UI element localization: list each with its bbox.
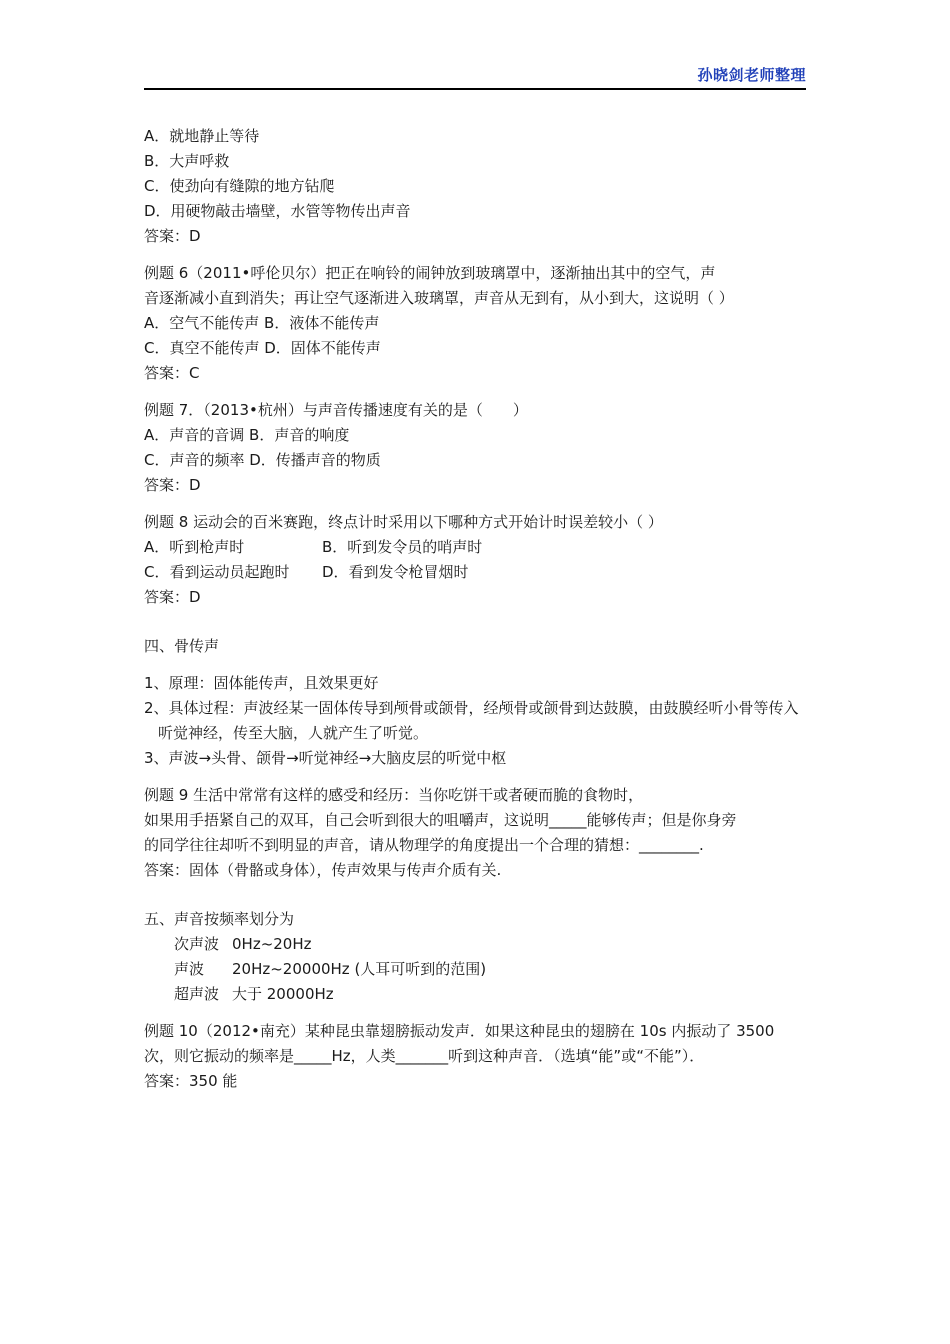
question-6-block [144, 261, 808, 386]
section-frequency [144, 907, 808, 1007]
page-header [144, 62, 806, 90]
document-body [144, 124, 808, 1094]
options-row [144, 535, 808, 560]
list-item: 1、原理：固体能传声，且效果更好 [144, 674, 379, 692]
options-row: C．真空不能传声 D．固体不能传声 [144, 339, 381, 357]
section-title: 四、骨传声 [144, 637, 220, 655]
answer: 答案：350 能 [144, 1072, 238, 1090]
question-8-block [144, 510, 808, 610]
wave-type: 次声波 [174, 935, 220, 953]
answer: 答案：D [144, 476, 201, 494]
option-d: D．用硬物敲击墙壁，水管等物传出声音 [144, 202, 411, 220]
frequency-range: 0Hz~20Hz [232, 935, 312, 953]
options-row: A．声音的音调 B．声音的响度 [144, 426, 350, 444]
answer: 答案：固体（骨骼或身体），传声效果与传声介质有关. [144, 861, 502, 879]
question-stem: 例题 9 生活中常常有这样的感受和经历：当你吃饼干或者硬而脆的食物时， [144, 786, 644, 804]
option-a: A．就地静止等待 [144, 127, 260, 145]
frequency-range: 大于 20000Hz [232, 985, 334, 1003]
question-stem-continued: 如果用手捂紧自己的双耳，自己会听到很大的咀嚼声，这说明_____能够传声；但是你身旁 [144, 811, 737, 829]
option-b: B．听到发令员的哨声时 [322, 538, 483, 556]
list-item: 3、声波→头骨、颌骨→听觉神经→大脑皮层的听觉中枢 [144, 749, 507, 767]
frequency-row [144, 957, 808, 982]
wave-type: 超声波 [174, 985, 220, 1003]
question-stem: 例题 6（2011•呼伦贝尔）把正在响铃的闹钟放到玻璃罩中，逐渐抽出其中的空气，声 [144, 264, 716, 282]
section-title: 五、声音按频率划分为 [144, 910, 295, 928]
answer: 答案：D [144, 227, 201, 245]
answer: 答案：D [144, 588, 201, 606]
option-a: A．听到枪声时 [144, 538, 245, 556]
list-item: 2、具体过程：声波经某一固体传导到颅骨或颌骨，经颅骨或颌骨到达鼓膜，由鼓膜经听小骨等传入听觉神经，传至大脑，人就产生了听觉。 [144, 699, 799, 742]
frequency-row [144, 932, 808, 957]
header-title: 孙晓剑老师整理 [697, 66, 806, 84]
question-stem-continued: 的同学往往却听不到明显的声音，请从物理学的角度提出一个合理的猜想：________. [144, 836, 704, 854]
options-row: C．声音的频率 D．传播声音的物质 [144, 451, 381, 469]
question-5-block [144, 124, 808, 249]
question-stem: 例题 7．（2013•杭州）与声音传播速度有关的是（ ） [144, 401, 528, 419]
question-stem-continued: 次，则它振动的频率是_____Hz，人类_______听到这种声音．（选填“能”或“不能”）． [144, 1047, 705, 1065]
question-9-block [144, 783, 808, 883]
section-bone-conduction [144, 634, 808, 771]
frequency-range: 20Hz~20000Hz (人耳可听到的范围) [232, 960, 487, 978]
option-c: C．看到运动员起跑时 [144, 563, 290, 581]
options-row [144, 560, 808, 585]
question-stem: 例题 10（2012•南充）某种昆虫靠翅膀振动发声．如果这种昆虫的翅膀在 10s 内振动了 3500 [144, 1022, 775, 1040]
options-row: A．空气不能传声 B．液体不能传声 [144, 314, 380, 332]
wave-type: 声波 [174, 960, 205, 978]
option-d: D．看到发令枪冒烟时 [322, 563, 469, 581]
option-b: B．大声呼救 [144, 152, 230, 170]
question-7-block [144, 398, 808, 498]
option-c: C．使劲向有缝隙的地方钻爬 [144, 177, 335, 195]
question-stem-continued: 音逐渐减小直到消失；再让空气逐渐进入玻璃罩，声音从无到有，从小到大，这说明（ ） [144, 289, 734, 307]
question-10-block [144, 1019, 808, 1094]
question-stem: 例题 8 运动会的百米赛跑，终点计时采用以下哪种方式开始计时误差较小（ ） [144, 513, 663, 531]
frequency-row [144, 982, 808, 1007]
answer: 答案：C [144, 364, 200, 382]
